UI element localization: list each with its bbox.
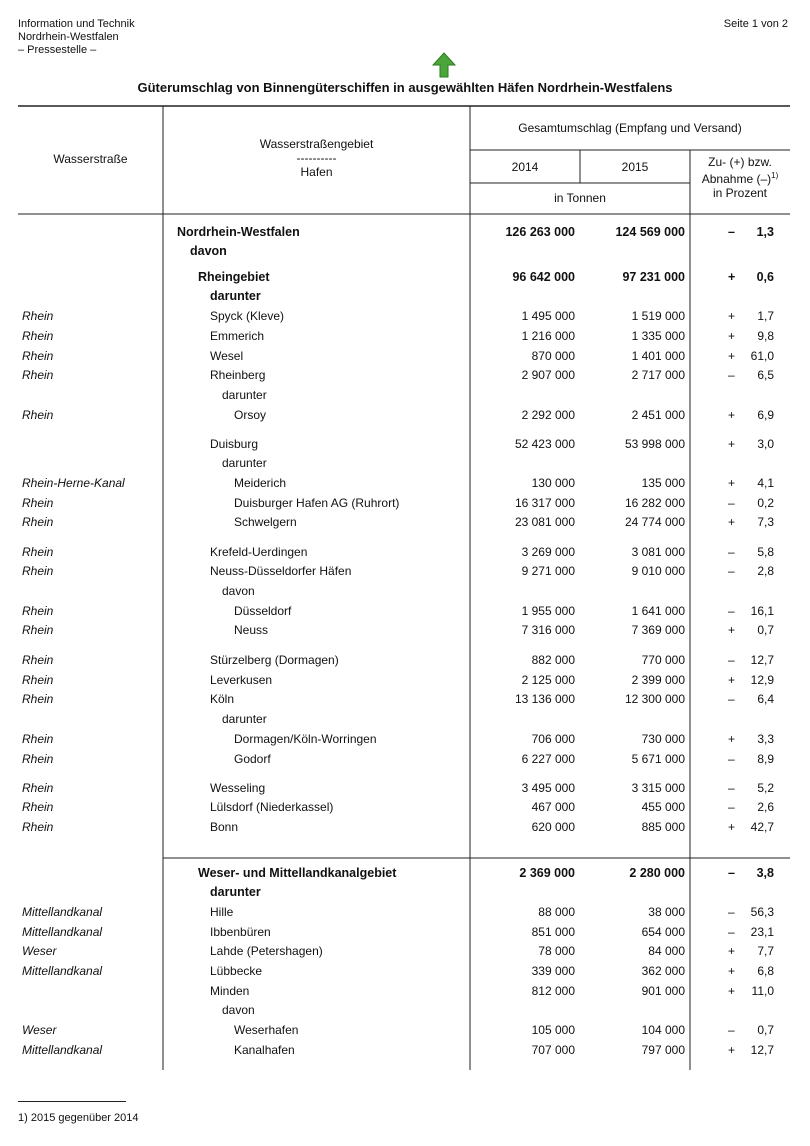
table-row (0, 749, 810, 769)
cell-2015: 16 282 000 (624, 496, 685, 510)
cell-change-percent: 3,8 (756, 866, 774, 880)
cell-change-percent: 3,3 (757, 732, 774, 746)
table-row (0, 326, 810, 346)
table-row (0, 620, 810, 640)
cell-change-sign: + (728, 623, 736, 637)
cell-2014: 23 081 000 (514, 515, 575, 529)
cell-hafen: Emmerich (210, 329, 265, 343)
cell-hafen: Duisburg (210, 437, 259, 451)
table-row (0, 346, 810, 366)
cell-2014: 706 000 (531, 732, 575, 746)
column-header-change (690, 155, 790, 200)
cell-hafen: Nordrhein-Westfalen (177, 225, 300, 239)
cell-2015: 362 000 (641, 964, 685, 978)
cell-wasserstrasse: Rhein (22, 752, 54, 766)
cell-change-percent: 6,4 (757, 692, 774, 706)
table-row (0, 941, 810, 961)
cell-change-sign: – (728, 368, 735, 382)
cell-change-percent: 5,8 (757, 545, 774, 559)
cell-change-sign: + (728, 309, 736, 323)
cell-wasserstrasse: Rhein (22, 515, 54, 529)
org-line-2: Nordrhein-Westfalen (18, 31, 119, 43)
cell-2015: 84 000 (648, 944, 685, 958)
cell-change-percent: 2,6 (757, 800, 774, 814)
cell-hafen: Leverkusen (210, 673, 273, 687)
cell-hafen: Ibbenbüren (210, 925, 271, 939)
cell-wasserstrasse: Rhein (22, 604, 54, 618)
table-row (0, 797, 810, 817)
cell-2014: 870 000 (531, 349, 575, 363)
table-row (0, 512, 810, 532)
cell-change-sign: + (728, 408, 736, 422)
cell-wasserstrasse: Weser (22, 944, 57, 958)
cell-change-percent: 61,0 (750, 349, 774, 363)
cell-change-sign: + (728, 476, 736, 490)
cell-2014: 6 227 000 (521, 752, 575, 766)
cell-change-sign: + (728, 984, 736, 998)
table-row (0, 542, 810, 562)
cell-change-percent: 0,7 (757, 1023, 774, 1037)
cell-2015: 104 000 (641, 1023, 685, 1037)
table-row (0, 817, 810, 837)
column-header-unit: in Tonnen (554, 191, 606, 205)
cell-2014: 2 369 000 (519, 866, 575, 880)
column-header-2014: 2014 (511, 160, 539, 174)
cell-2015: 24 774 000 (624, 515, 685, 529)
cell-change-sign: + (728, 515, 736, 529)
cell-2015: 654 000 (641, 925, 685, 939)
cell-2014: 882 000 (531, 653, 575, 667)
cell-2014: 851 000 (531, 925, 575, 939)
cell-2015: 97 231 000 (622, 270, 685, 284)
cell-change-sign: – (728, 653, 735, 667)
cell-wasserstrasse: Mittellandkanal (22, 964, 103, 978)
cell-change-percent: 7,3 (757, 515, 774, 529)
cell-change-sign: – (728, 692, 735, 706)
cell-change-percent: 42,7 (750, 820, 774, 834)
cell-2015: 2 451 000 (631, 408, 685, 422)
cell-hafen: Stürzelberg (Dormagen) (210, 653, 339, 667)
table-row (0, 689, 810, 709)
cell-hafen: Dormagen/Köln-Worringen (234, 732, 377, 746)
cell-2014: 3 495 000 (521, 781, 575, 795)
cell-hafen: Weser- und Mittellandkanalgebiet (198, 866, 397, 880)
cell-change-sign: – (728, 496, 735, 510)
cell-wasserstrasse: Rhein (22, 623, 54, 637)
cell-change-sign: + (728, 437, 736, 451)
cell-2015: 124 569 000 (615, 225, 685, 239)
cell-wasserstrasse: Rhein (22, 408, 54, 422)
cell-hafen: Lübbecke (210, 964, 263, 978)
cell-wasserstrasse: Rhein (22, 800, 54, 814)
cell-wasserstrasse: Rhein (22, 309, 54, 323)
table-row (0, 453, 810, 473)
cell-hafen: darunter (210, 289, 261, 303)
cell-wasserstrasse: Rhein (22, 564, 54, 578)
cell-wasserstrasse: Rhein (22, 820, 54, 834)
cell-change-percent: 16,1 (750, 604, 774, 618)
table-row (0, 601, 810, 621)
cell-2015: 1 641 000 (631, 604, 685, 618)
cell-hafen: darunter (222, 388, 267, 402)
cell-2014: 52 423 000 (514, 437, 575, 451)
table-row (0, 709, 810, 729)
column-header-change-line-2 (690, 169, 790, 186)
cell-change-percent: 23,1 (750, 925, 774, 939)
cell-hafen: Neuss-Düsseldorfer Häfen (210, 564, 352, 578)
cell-change-sign: + (728, 673, 736, 687)
cell-2015: 885 000 (641, 820, 685, 834)
page-number: Seite 1 von 2 (723, 18, 788, 30)
column-header-change-line-3: in Prozent (712, 186, 768, 200)
cell-change-sign: – (728, 545, 735, 559)
table-row (0, 267, 810, 287)
cell-hafen: Bonn (210, 820, 239, 834)
cell-change-percent: 1,7 (757, 309, 774, 323)
table-row (0, 561, 810, 581)
cell-hafen: Orsoy (234, 408, 267, 422)
cell-change-percent: 3,0 (757, 437, 774, 451)
table-row (0, 434, 810, 454)
table-row (0, 241, 810, 261)
cell-hafen: Rheinberg (210, 368, 266, 382)
cell-hafen: Meiderich (234, 476, 287, 490)
cell-2015: 135 000 (641, 476, 685, 490)
page-title: Güterumschlag von Binnengüterschiffen in ausgewählten Häfen Nordrhein-Westfalens (137, 80, 673, 95)
footnote-marker: 1) (771, 171, 779, 180)
cell-hafen: Köln (210, 692, 235, 706)
cell-change-sign: – (728, 800, 735, 814)
cell-hafen: Hille (210, 905, 234, 919)
cell-change-percent: 12,7 (750, 1043, 774, 1057)
column-header-gebiet (163, 137, 470, 179)
cell-2015: 9 010 000 (631, 564, 685, 578)
table-row (0, 1040, 810, 1060)
cell-2014: 126 263 000 (505, 225, 575, 239)
cell-2014: 130 000 (531, 476, 575, 490)
table-row (0, 493, 810, 513)
cell-change-sign: + (728, 820, 736, 834)
cell-wasserstrasse: Weser (22, 1023, 57, 1037)
cell-change-percent: 0,6 (756, 270, 774, 284)
cell-wasserstrasse: Mittellandkanal (22, 1043, 103, 1057)
table-row (0, 670, 810, 690)
table-row (0, 473, 810, 493)
table-row (0, 222, 810, 242)
cell-change-sign: + (728, 349, 736, 363)
cell-wasserstrasse: Mittellandkanal (22, 925, 103, 939)
table-row (0, 922, 810, 942)
column-header-gebiet-separator: ---------- (296, 151, 337, 165)
cell-change-sign: – (728, 564, 735, 578)
cell-wasserstrasse: Rhein (22, 349, 54, 363)
cell-change-sign: + (728, 1043, 736, 1057)
cell-wasserstrasse: Rhein (22, 545, 54, 559)
cell-2015: 770 000 (641, 653, 685, 667)
cell-change-sign: – (728, 925, 735, 939)
cell-2015: 2 717 000 (631, 368, 685, 382)
cell-change-percent: 6,9 (757, 408, 774, 422)
table-row (0, 778, 810, 798)
cell-change-sign: + (728, 944, 736, 958)
cell-2014: 1 216 000 (521, 329, 575, 343)
cell-2015: 3 081 000 (631, 545, 685, 559)
cell-2015: 7 369 000 (631, 623, 685, 637)
cell-2014: 9 271 000 (521, 564, 575, 578)
cell-change-percent: 4,1 (757, 476, 774, 490)
cell-change-sign: + (728, 270, 736, 284)
table-row (0, 882, 810, 902)
cell-2015: 53 998 000 (624, 437, 685, 451)
cell-2014: 2 907 000 (521, 368, 575, 382)
cell-hafen: Kanalhafen (234, 1043, 295, 1057)
cell-change-percent: 1,3 (756, 225, 774, 239)
cell-wasserstrasse: Rhein (22, 368, 54, 382)
cell-2015: 38 000 (648, 905, 685, 919)
cell-hafen: Lülsdorf (Niederkassel) (210, 800, 334, 814)
cell-2014: 88 000 (538, 905, 575, 919)
column-header-change-line-1: Zu- (+) bzw. (708, 155, 772, 169)
table-row (0, 729, 810, 749)
cell-2015: 3 315 000 (631, 781, 685, 795)
cell-hafen: darunter (222, 712, 267, 726)
cell-wasserstrasse: Rhein (22, 653, 54, 667)
org-line-3: – Pressestelle – (18, 44, 97, 56)
cell-change-sign: – (728, 781, 735, 795)
table-row (0, 863, 810, 883)
cell-2014: 467 000 (531, 800, 575, 814)
table-row (0, 1000, 810, 1020)
table-row (0, 306, 810, 326)
cell-2015: 901 000 (641, 984, 685, 998)
cell-2014: 16 317 000 (514, 496, 575, 510)
cell-2014: 1 955 000 (521, 604, 575, 618)
cell-change-percent: 56,3 (750, 905, 774, 919)
cell-change-percent: 0,7 (757, 623, 774, 637)
cell-wasserstrasse: Rhein (22, 692, 54, 706)
table-row (0, 385, 810, 405)
cell-hafen: Lahde (Petershagen) (210, 944, 323, 958)
cell-hafen: Wesel (210, 349, 244, 363)
column-header-change-label: Abnahme (–) (701, 172, 772, 186)
cell-wasserstrasse: Rhein (22, 732, 54, 746)
table-row (0, 581, 810, 601)
cell-change-percent: 0,2 (757, 496, 774, 510)
cell-hafen: davon (222, 584, 255, 598)
table-row (0, 405, 810, 425)
cell-2014: 78 000 (538, 944, 575, 958)
cell-2014: 2 292 000 (521, 408, 575, 422)
cell-hafen: Krefeld-Uerdingen (210, 545, 308, 559)
cell-change-percent: 8,9 (757, 752, 774, 766)
table-row (0, 650, 810, 670)
cell-change-sign: + (728, 964, 736, 978)
table-row (0, 981, 810, 1001)
cell-wasserstrasse: Rhein (22, 496, 54, 510)
cell-change-percent: 11,0 (751, 984, 774, 998)
cell-hafen: Weserhafen (234, 1023, 299, 1037)
cell-2015: 1 335 000 (631, 329, 685, 343)
column-header-gesamtumschlag: Gesamtumschlag (Empfang und Versand) (518, 121, 742, 135)
cell-hafen: davon (222, 1003, 255, 1017)
cell-2014: 105 000 (531, 1023, 575, 1037)
column-header-gebiet-label: Wasserstraßengebiet (259, 137, 374, 151)
cell-hafen: darunter (222, 456, 267, 470)
cell-change-sign: – (728, 225, 735, 239)
cell-change-percent: 5,2 (757, 781, 774, 795)
cell-2014: 3 269 000 (521, 545, 575, 559)
cell-2014: 620 000 (531, 820, 575, 834)
cell-wasserstrasse: Rhein (22, 329, 54, 343)
cell-hafen: Wesseling (210, 781, 266, 795)
table-row (0, 1020, 810, 1040)
cell-wasserstrasse: Rhein (22, 781, 54, 795)
column-header-2015: 2015 (621, 160, 649, 174)
cell-2015: 797 000 (641, 1043, 685, 1057)
cell-2014: 707 000 (531, 1043, 575, 1057)
cell-wasserstrasse: Rhein-Herne-Kanal (22, 476, 125, 490)
cell-change-percent: 9,8 (757, 329, 774, 343)
cell-2015: 2 399 000 (631, 673, 685, 687)
cell-2015: 1 401 000 (631, 349, 685, 363)
cell-change-sign: – (728, 752, 735, 766)
cell-change-percent: 12,9 (750, 673, 774, 687)
cell-hafen: Minden (210, 984, 250, 998)
footnote: 1) 2015 gegenüber 2014 (18, 1112, 139, 1124)
cell-change-sign: + (728, 732, 736, 746)
cell-2014: 7 316 000 (521, 623, 575, 637)
cell-2015: 455 000 (641, 800, 685, 814)
cell-change-percent: 2,8 (757, 564, 774, 578)
cell-hafen: Rheingebiet (198, 270, 270, 284)
cell-change-sign: – (728, 866, 735, 880)
cell-2014: 2 125 000 (521, 673, 575, 687)
org-line-1: Information und Technik (18, 18, 135, 30)
cell-2014: 13 136 000 (514, 692, 575, 706)
cell-wasserstrasse: Mittellandkanal (22, 905, 103, 919)
table-row (0, 961, 810, 981)
cell-hafen: Godorf (234, 752, 271, 766)
cell-2015: 12 300 000 (624, 692, 685, 706)
table-row (0, 902, 810, 922)
column-header-wasserstrasse: Wasserstraße (53, 152, 128, 166)
cell-hafen: Neuss (234, 623, 269, 637)
cell-hafen: Düsseldorf (234, 604, 292, 618)
cell-2015: 730 000 (641, 732, 685, 746)
cell-change-sign: – (728, 1023, 735, 1037)
cell-2014: 339 000 (531, 964, 575, 978)
cell-hafen: Schwelgern (234, 515, 297, 529)
cell-change-sign: – (728, 905, 735, 919)
footnote-divider (18, 1101, 126, 1102)
cell-hafen: Duisburger Hafen AG (Ruhrort) (234, 496, 400, 510)
column-header-hafen-label: Hafen (300, 165, 333, 179)
table-row (0, 365, 810, 385)
cell-change-percent: 7,7 (757, 944, 774, 958)
cell-change-sign: + (728, 329, 736, 343)
cell-2014: 812 000 (531, 984, 575, 998)
cell-hafen: Spyck (Kleve) (210, 309, 285, 323)
cell-2015: 5 671 000 (631, 752, 685, 766)
cell-change-percent: 6,8 (757, 964, 774, 978)
table-row (0, 286, 810, 306)
cell-hafen: darunter (210, 885, 261, 899)
cell-wasserstrasse: Rhein (22, 673, 54, 687)
cell-2014: 1 495 000 (521, 309, 575, 323)
cell-2015: 2 280 000 (629, 866, 685, 880)
cell-change-percent: 12,7 (750, 653, 774, 667)
cell-change-percent: 6,5 (757, 368, 774, 382)
cell-hafen: davon (190, 244, 227, 258)
cell-2014: 96 642 000 (512, 270, 575, 284)
cell-change-sign: – (728, 604, 735, 618)
cell-2015: 1 519 000 (631, 309, 685, 323)
